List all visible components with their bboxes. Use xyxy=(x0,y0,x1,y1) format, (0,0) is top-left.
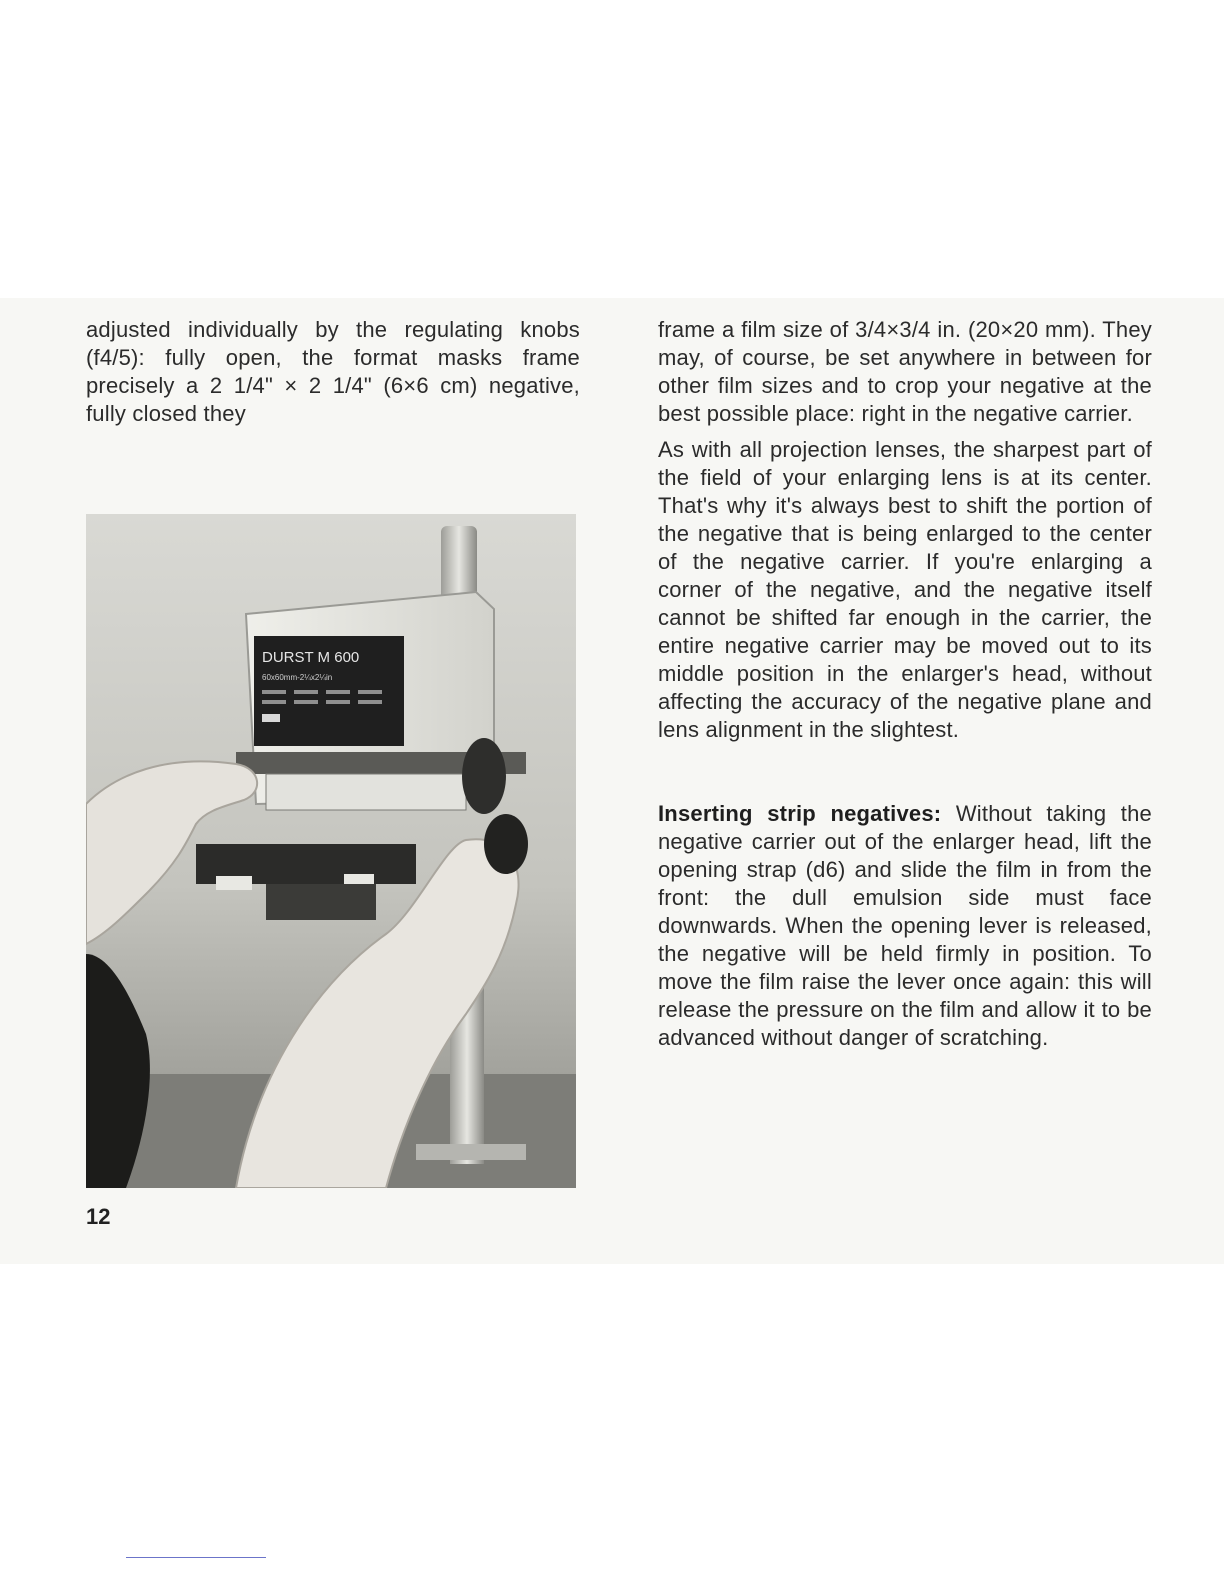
right-column xyxy=(658,316,1152,1052)
section-strip-negatives xyxy=(658,800,1152,1052)
model-label-line1: DURST M 600 xyxy=(262,649,360,666)
left-column xyxy=(86,316,580,428)
adjustment-knob xyxy=(462,738,506,814)
right-paragraph-1: frame a film size of 3/4×3/4 in. (20×20 mm). They may, of course, be set anywhere in between for other film sizes and to crop your negative at the best possible place: right in the negative carrier. xyxy=(658,317,1152,426)
right-paragraph-2: As with all projection lenses, the sharpest part of the field of your enlarging lens is at its center. That's why it's always best to shift the portion of the negative that is being enlarged to the center of the negative carrier. If you're enlarging a corner of the negative, and the negative itself cannot be shifted far enough in the carrier, the entire negative carrier may be moved out to its middle position in the enlarger's head, without affecting the accuracy of the negative plane and lens alignment in the slightest. xyxy=(658,437,1152,742)
enlarger-photo xyxy=(86,514,576,1188)
page-number: 12 xyxy=(86,1204,111,1229)
section-body: Without taking the negative carrier out of the enlarger head, lift the opening strap (d6) and slide the film in from the front: the dull emulsion side must face downwards. When the opening lever is released, the negative will be held firmly in position. To move the film raise the lever once again: this will release the pressure on the film and allow it to be advanced without danger of scratching. xyxy=(658,801,1152,1050)
left-column-text: adjusted individually by the regulating knobs (f4/5): fully open, the format masks frame precisely a 2 1/4" × 2 1/4" (6×6 cm) negative, fully closed they xyxy=(86,317,580,426)
footnote-rule xyxy=(126,1557,266,1558)
section-heading: Inserting strip negatives: xyxy=(658,801,942,826)
enlarger-photo-illustration xyxy=(86,514,576,1188)
model-label-line2: 60x60mm-2¼x2¼in xyxy=(262,673,333,682)
